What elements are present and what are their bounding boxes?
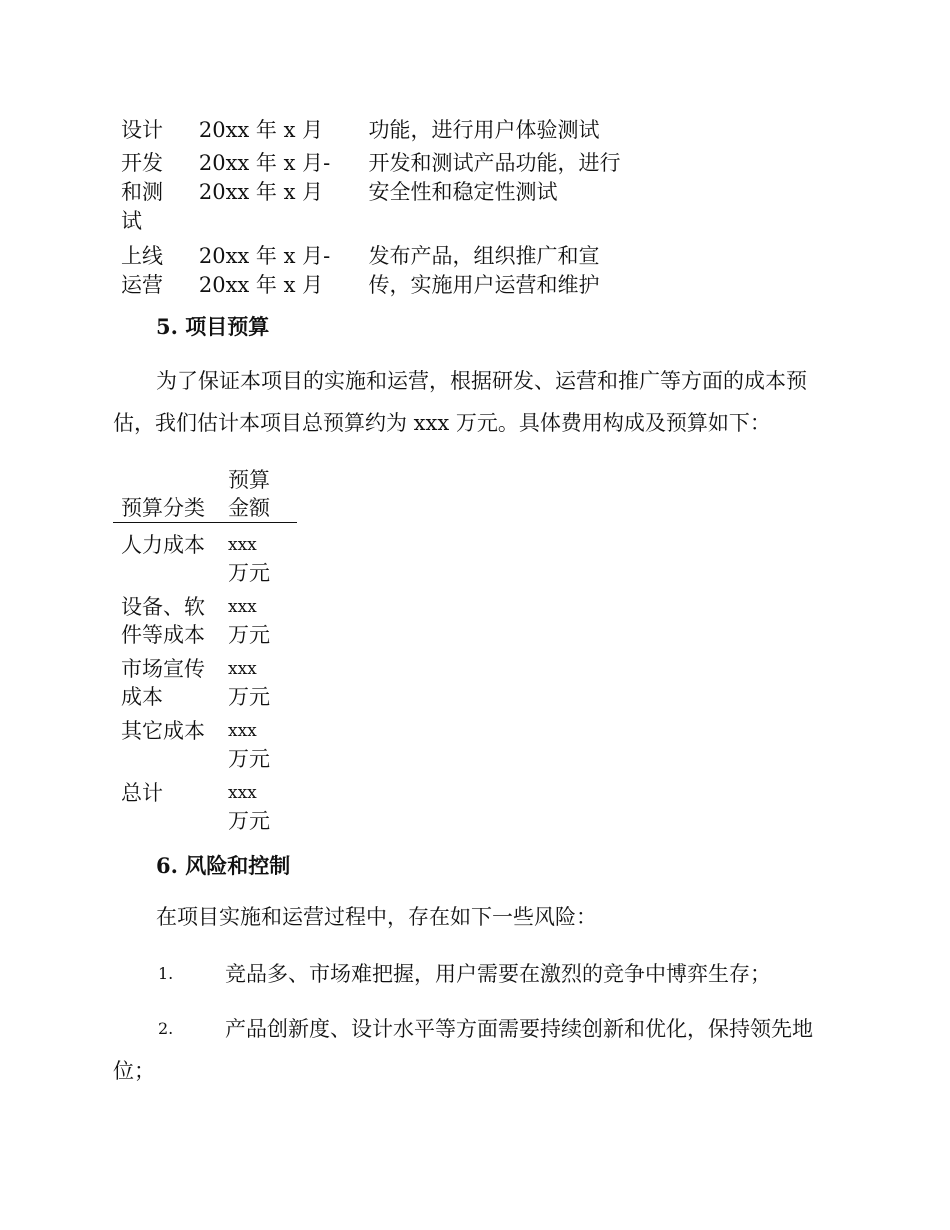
time-cell: 20xx 年 x 月- 20xx 年 x 月 — [198, 151, 331, 204]
table-row — [113, 242, 643, 302]
schedule-table — [113, 116, 643, 302]
budget-paragraph: 为了保证本项目的实施和运营，根据研发、运营和推广等方面的成本预估，我们估计本项目总预算约为 xxx 万元。具体费用构成及预算如下： — [113, 369, 807, 435]
category-cell: 市场宣传 成本 — [121, 657, 205, 709]
amount-cell: xxx 万元 — [228, 721, 270, 771]
list-text: 竞品多、市场难把握，用户需要在激烈的竞争中博弈生存； — [225, 962, 771, 986]
amount-cell: xxx 万元 — [228, 535, 270, 585]
table-row — [113, 655, 297, 717]
budget-table — [113, 466, 297, 841]
header-category: 预算分类 — [121, 496, 205, 520]
category-cell: 设备、软 件等成本 — [121, 595, 205, 647]
list-number: 2. — [158, 1019, 174, 1038]
section-heading-risk: 6. 风险和控制 — [156, 853, 291, 878]
category-cell: 总计 — [121, 781, 163, 805]
section-heading-budget: 5. 项目预算 — [156, 314, 270, 339]
table-row — [113, 149, 643, 242]
phase-cell: 开发 和测 试 — [121, 151, 163, 233]
table-row — [113, 531, 297, 593]
category-cell: 人力成本 — [121, 533, 205, 557]
list-item — [113, 953, 833, 995]
table-row — [113, 779, 297, 841]
amount-cell: xxx 万元 — [228, 597, 270, 647]
category-cell: 其它成本 — [121, 719, 205, 743]
risk-intro: 在项目实施和运营过程中，存在如下一些风险： — [156, 905, 597, 929]
time-cell: 20xx 年 x 月- 20xx 年 x 月 — [198, 244, 331, 297]
header-amount: 预算 金额 — [228, 468, 270, 520]
amount-cell: xxx 万元 — [228, 783, 270, 833]
list-text: 产品创新度、设计水平等方面需要持续创新和优化，保持领先地位； — [113, 1017, 813, 1083]
desc-cell: 发布产品，组织推广和宣 传，实施用户运营和维护 — [368, 244, 600, 297]
table-row — [113, 116, 643, 149]
amount-cell: xxx 万元 — [228, 659, 270, 709]
table-row — [113, 717, 297, 779]
list-item — [113, 1008, 833, 1092]
phase-cell: 设计 — [121, 118, 163, 142]
desc-cell: 开发和测试产品功能，进行 安全性和稳定性测试 — [368, 151, 621, 204]
table-row — [113, 593, 297, 655]
phase-cell: 上线 运营 — [121, 244, 163, 297]
table-header — [113, 466, 297, 523]
time-cell: 20xx 年 x 月 — [198, 118, 324, 142]
list-number: 1. — [158, 964, 174, 983]
desc-cell: 功能，进行用户体验测试 — [368, 118, 600, 142]
